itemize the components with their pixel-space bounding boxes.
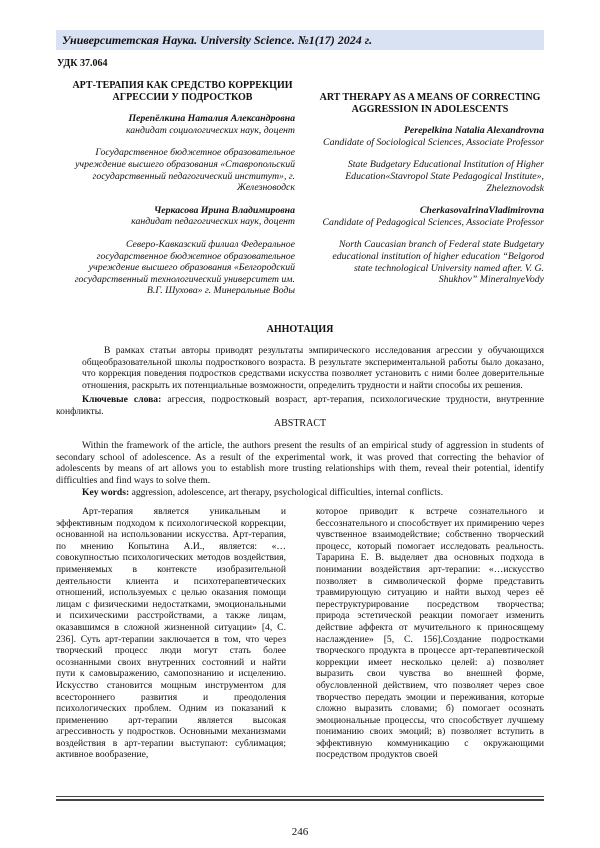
en-author1-affil: State Budgetary Educational Institution of Higher Education«Stavropol State Pedagogical Institute», Zheleznovodsk: [316, 159, 544, 194]
footer-rule-thin: [56, 796, 544, 797]
en-author2-affil: North Caucasian branch of Federal state Budgetary educational institution of higher education “Belgorod state technological University named after. V. G. Shukhov” MineralnyeVody: [316, 239, 544, 285]
ru-author1-name: Перепёлкина Наталия Александровна: [70, 113, 295, 125]
annotation-keywords-list: агрессия, подростковый возраст, арт-терапия, психологические трудности, внутренние конфликты.: [56, 394, 544, 417]
abstract-keywords-list: aggression, adolescence, art therapy, psychological difficulties, internal conflicts.: [129, 487, 443, 498]
annotation-text: В рамках статьи авторы приводят результаты эмпирического исследования агрессии у обучающихся общеобразовательной школы подросткового возраста. В результате экспериментальной работы было доказано, что коррекция поведения подростков средствами искусства позволяет установить с ними более доверительные отношения, раскрыть их потенциальные возможности, определить трудности и найти способы их решения.: [82, 345, 544, 391]
ru-title: АРТ-ТЕРАПИЯ КАК СРЕДСТВО КОРРЕКЦИИ АГРЕССИИ У ПОДРОСТКОВ: [70, 80, 295, 103]
journal-header: Университетская Наука. University Science. №1(17) 2024 г.: [56, 30, 544, 50]
ru-column: [70, 80, 295, 297]
body-left-column: Арт-терапия является уникальным и эффективным подходом к психологической коррекции, основанной на использовании искусства. Арт-терапия, по мнению Копытина А.И., является: «…совокупностью психологических методов воздействия, применяемых в контексте изобразительной деятельности клиента и психотерапевтических отношений, используемых с целью оказания помощи лицам с физическими недостатками, эмоциональными и психическими расстройствами, а также лицам, оказавшимся в сложной жизненной ситуации» [4, С. 236]. Суть арт-терапии заключается в том, что через творческий процесс люди могут стать более осознанными своих внутренних состояний и найти пути к самовыражению, самопознанию и исцелению. Искусство становится мощным инструментом для всестороннего развития и преодоления психологических проблем. Одним из показаний к применению арт-терапии является высокая агрессивность у подростков. Основными механизмами воздействия в арт-терапии выступают: сублимация; активное вообразение,: [56, 506, 286, 761]
en-author1-degree: Candidate of Sociological Sciences, Associate Professor: [316, 137, 544, 149]
page-number: 246: [0, 826, 600, 838]
footer-rule-thick: [56, 799, 544, 801]
abstract-keywords-label: Key words:: [82, 487, 129, 498]
annotation-keywords: [56, 394, 544, 417]
ru-author2-name: Черкасова Ирина Владимировна: [70, 205, 295, 217]
body-right-column: которое приводит к встрече сознательного и бессознательного и способствует их примирению через чувственное взаимодействие; собственно творческий процесс, который помогает исследовать реальность. Тарарина Е. В. выделяет два основных подхода в понимании воздействия арт-терапии: «…искусство позволяет в символической форме представить травмирующую ситуацию и найти выход через её переструктурирование посредством творчества; природа эстетической реакции помогает изменить действие аффекта от мучительного к приносящему наслаждение» [5, С. 156].Создание подростками творческого продукта в процессе арт-терапевтической коррекции имеет несколько целей: а) позволяет выразить свои чувства во внешней форме, обусловленной действием, что позволяет через свое творчество передать эмоции и переживания, которые сложно выразить словами; б) помогает осознать эмоциональные процессы, что способствует лучшему пониманию своих эмоций; в) позволяет вступить в эффективную коммуникацию с окружающими посредством продуктов своей: [316, 506, 544, 761]
en-author1-name: Perepelkina Natalia Alexandrovna: [316, 125, 544, 137]
annotation-keywords-label: Ключевые слова:: [82, 394, 161, 405]
en-author2-name: CherkasovaIrinaVladimirovna: [316, 205, 544, 217]
en-author2-degree: Candidate of Pedagogical Sciences, Associate Professor: [316, 217, 544, 229]
ru-author2-degree: кандидат педагогических наук, доцент: [70, 216, 295, 228]
ru-author1-affil: Государственное бюджетное образовательное учреждение высшего образования «Ставропольский государственный педагогический институт», г. Железноводск: [70, 147, 295, 193]
abstract-keywords: [56, 487, 544, 499]
udk-code: УДК 37.064: [57, 58, 107, 69]
ru-author1-degree: кандидат социологических наук, доцент: [70, 125, 295, 137]
abstract-text: Within the framework of the article, the authors present the results of an empirical study of aggression in students of secondary school of adolescence. As a result of the experimental work, it was proved that correcting the behavior of adolescents by means of art allows you to establish more trusting relationships with them, reveal their potential, identify difficulties and find ways to solve them.: [56, 440, 544, 486]
en-title: ART THERAPY AS A MEANS OF CORRECTING AGGRESSION IN ADOLESCENTS: [316, 92, 544, 115]
ru-author2-affil: Северо-Кавказский филиал Федеральное государственное бюджетное образовательное учреждение высшего образования «Белгородский государственный технологический университет им. В.Г. Шухова» г. Минеральные Воды: [70, 239, 295, 297]
annotation-heading: АННОТАЦИЯ: [56, 324, 544, 335]
en-column: [316, 92, 544, 286]
abstract-heading: ABSTRACT: [56, 418, 544, 429]
